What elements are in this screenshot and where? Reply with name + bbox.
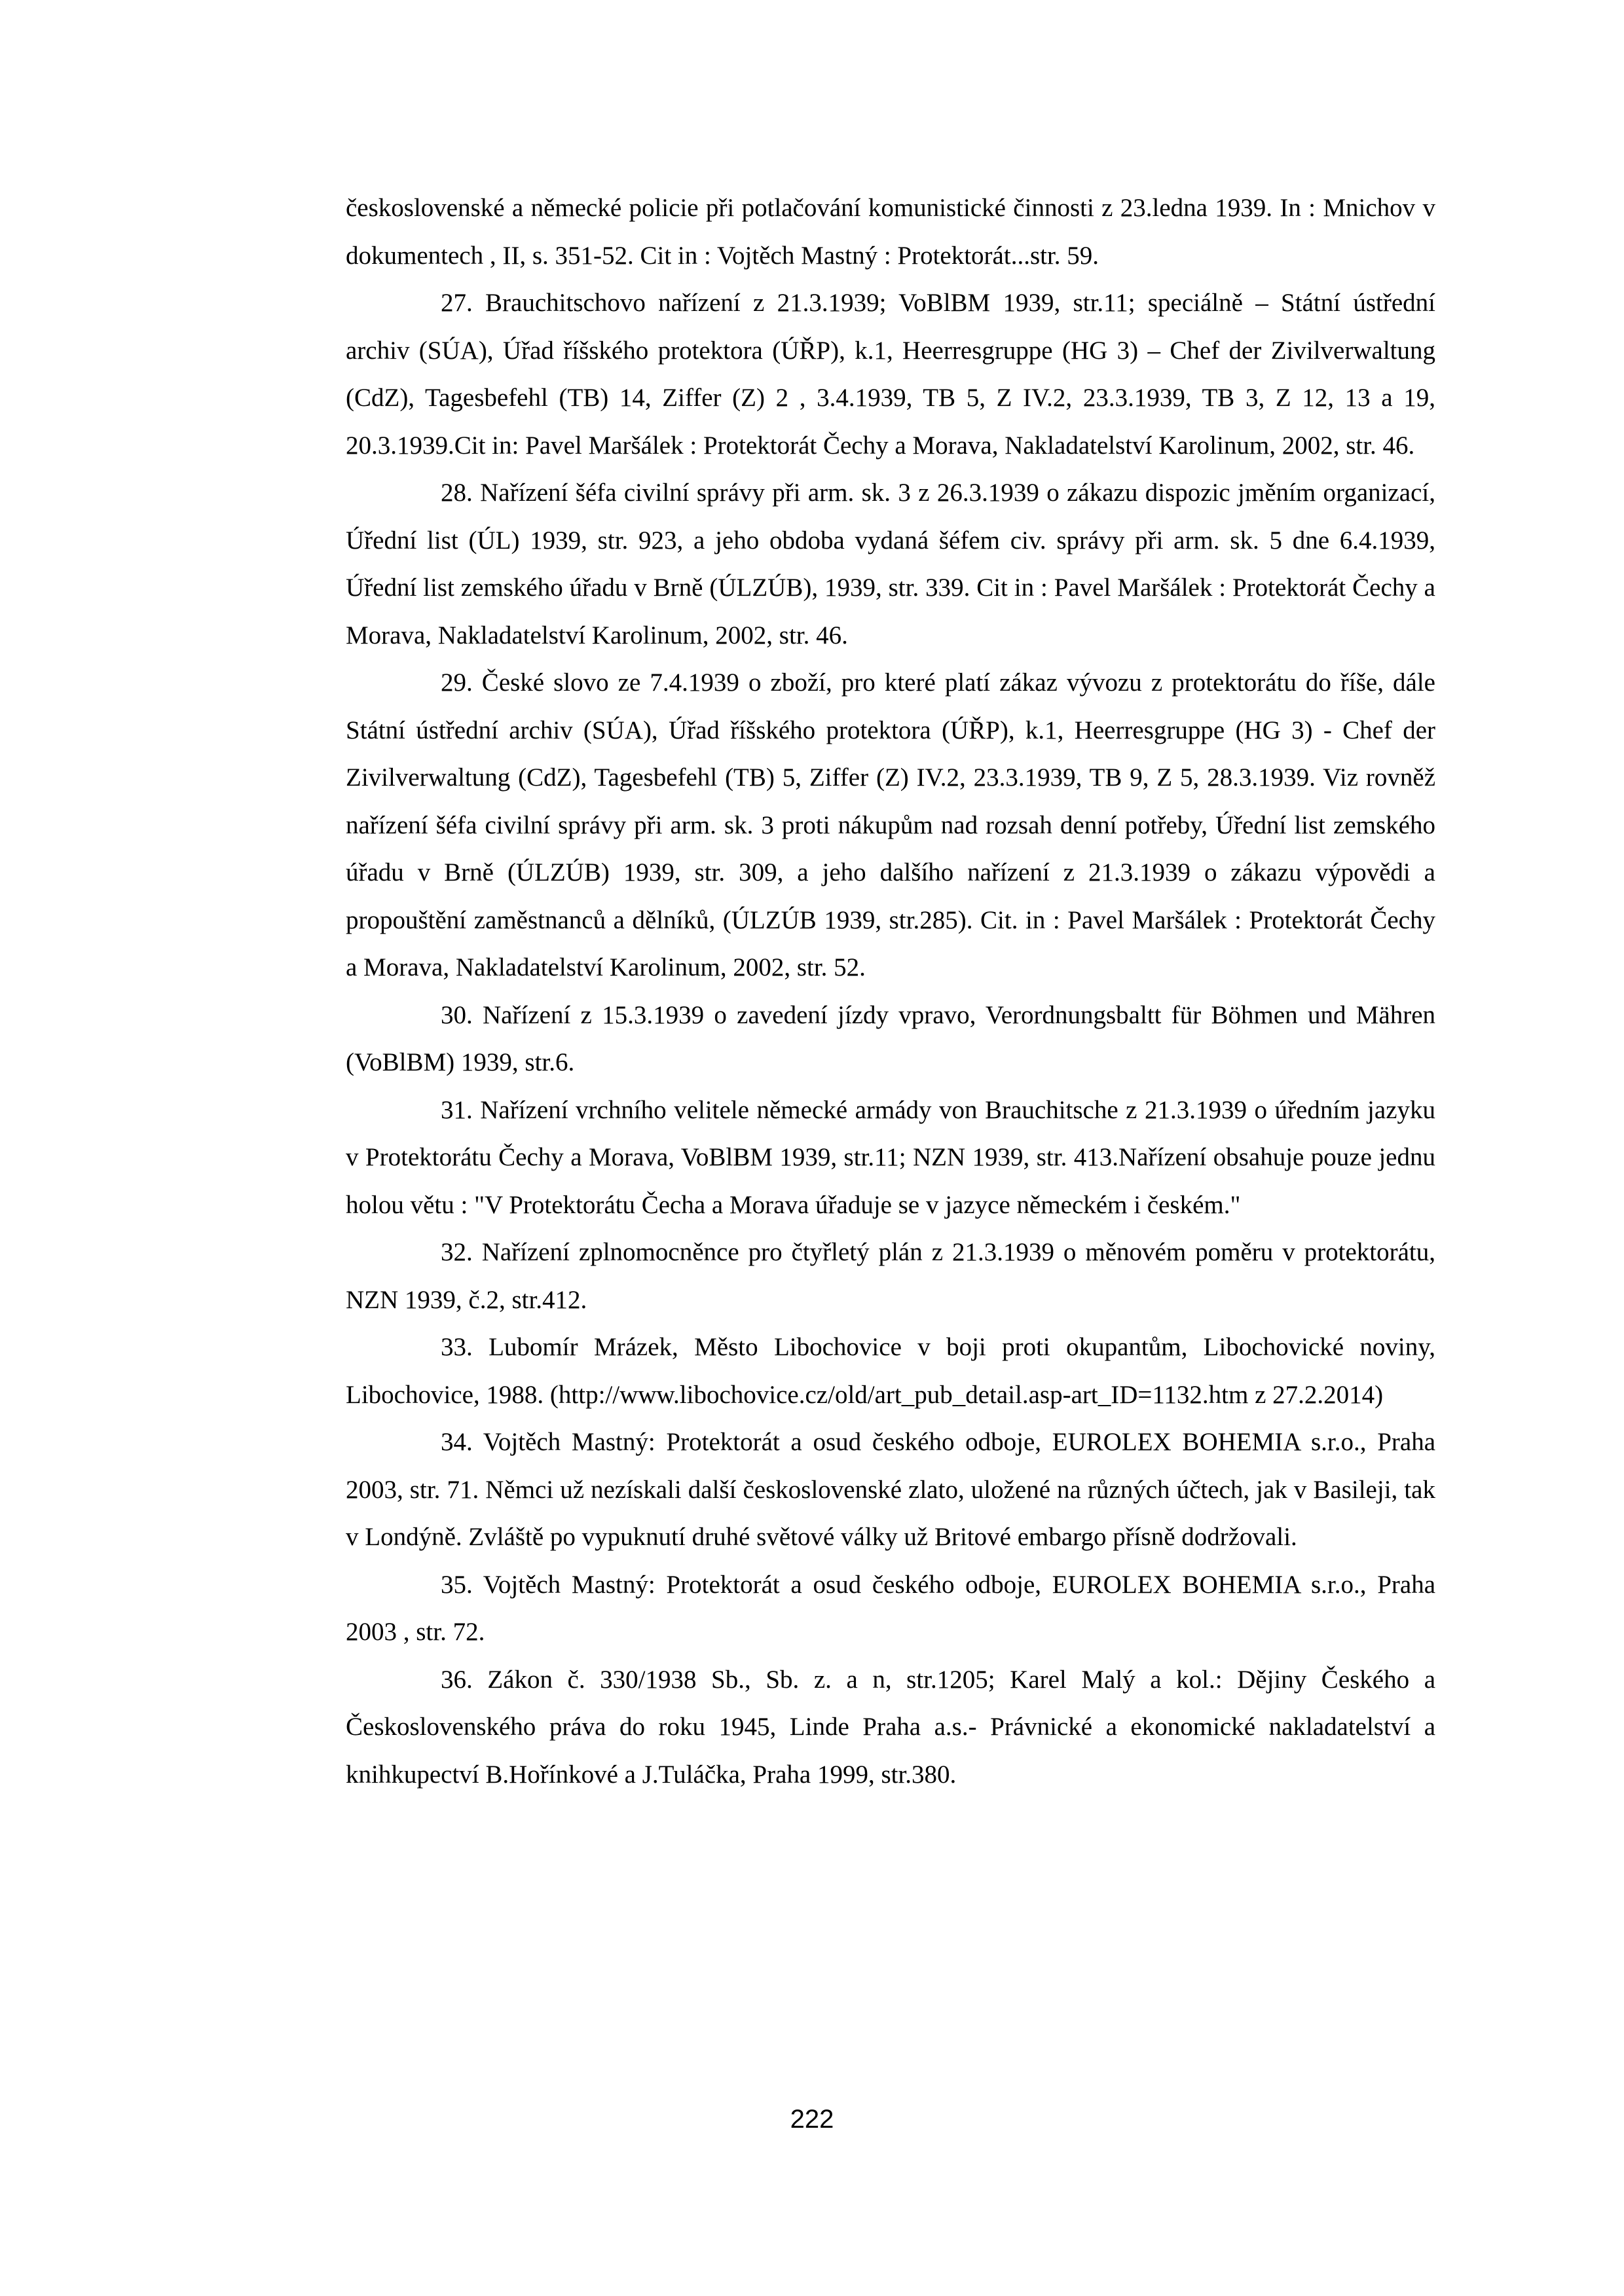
endnote-continuation: československé a německé policie při potlačování komunistické činnosti z 23.ledna 1939. In : Mnichov v dokumentech , II, s. 351-52. Cit in : Vojtěch Mastný : Protektorát...str. 59. <box>346 194 1435 270</box>
endnote-36: 36. Zákon č. 330/1938 Sb., Sb. z. a n, str.1205; Karel Malý a kol.: Dějiny Českého a Československého práva do roku 1945, Linde Praha a.s.- Právnické a ekonomické nakladatelství a knihkupectví B.Hořínkové a J.Tuláčka, Praha 1999, str.380. <box>346 1665 1435 1789</box>
endnotes-body <box>346 185 1435 1798</box>
endnote-34: 34. Vojtěch Mastný: Protektorát a osud českého odboje, EUROLEX BOHEMIA s.r.o., Praha 2003, str. 71. Němci už nezískali další československé zlato, uložené na různých účtech, jak v Basileji, tak v Londýně. Zvláště po vypuknutí druhé světové války už Britové embargo přísně dodržovali. <box>346 1428 1435 1551</box>
endnote-35: 35. Vojtěch Mastný: Protektorát a osud českého odboje, EUROLEX BOHEMIA s.r.o., Praha 2003 , str. 72. <box>346 1570 1435 1646</box>
page-number: 222 <box>790 2105 834 2134</box>
endnote-29: 29. České slovo ze 7.4.1939 o zboží, pro které platí zákaz vývozu z protektorátu do říše, dále Státní ústřední archiv (SÚA), Úřad říšského protektora (ÚŘP), k.1, Heerresgruppe (HG 3) - Chef der Zivilverwaltung (CdZ), Tagesbefehl (TB) 5, Ziffer (Z) IV.2, 23.3.1939, TB 9, Z 5, 28.3.1939. Viz rovněž nařízení šéfa civilní správy při arm. sk. 3 proti nákupům nad rozsah denní potřeby, Úřední list zemského úřadu v Brně (ÚLZÚB) 1939, str. 309, a jeho dalšího nařízení z 21.3.1939 o zákazu výpovědi a propouštění zaměstnanců a dělníků, (ÚLZÚB 1939, str.285). Cit. in : Pavel Maršálek : Protektorát Čechy a Morava, Nakladatelství Karolinum, 2002, str. 52. <box>346 668 1435 981</box>
endnote-30: 30. Nařízení z 15.3.1939 o zavedení jízdy vpravo, Verordnungsbaltt für Böhmen und Mähren (VoBlBM) 1939, str.6. <box>346 1000 1435 1076</box>
endnote-32: 32. Nařízení zplnomocněnce pro čtyřletý plán z 21.3.1939 o měnovém poměru v protektorátu, NZN 1939, č.2, str.412. <box>346 1238 1435 1314</box>
endnote-31: 31. Nařízení vrchního velitele německé armády von Brauchitsche z 21.3.1939 o úředním jazyku v Protektorátu Čechy a Morava, VoBlBM 1939, str.11; NZN 1939, str. 413.Nařízení obsahuje pouze jednu holou větu : "V Protektorátu Čecha a Morava úřaduje se v jazyce německém i českém." <box>346 1095 1435 1219</box>
endnote-28: 28. Nařízení šéfa civilní správy při arm. sk. 3 z 26.3.1939 o zákazu dispozic jměním organizací, Úřední list (ÚL) 1939, str. 923, a jeho obdoba vydaná šéfem civ. správy při arm. sk. 5 dne 6.4.1939, Úřední list zemského úřadu v Brně (ÚLZÚB), 1939, str. 339. Cit in : Pavel Maršálek : Protektorát Čechy a Morava, Nakladatelství Karolinum, 2002, str. 46. <box>346 479 1435 649</box>
endnote-27: 27. Brauchitschovo nařízení z 21.3.1939; VoBlBM 1939, str.11; speciálně – Státní ústřední archiv (SÚA), Úřad říšského protektora (ÚŘP), k.1, Heerresgruppe (HG 3) – Chef der Zivilverwaltung (CdZ), Tagesbefehl (TB) 14, Ziffer (Z) 2 , 3.4.1939, TB 5, Z IV.2, 23.3.1939, TB 3, Z 12, 13 a 19, 20.3.1939.Cit in: Pavel Maršálek : Protektorát Čechy a Morava, Nakladatelství Karolinum, 2002, str. 46. <box>346 289 1435 460</box>
endnote-33: 33. Lubomír Mrázek, Město Libochovice v boji proti okupantům, Libochovické noviny, Libochovice, 1988. (http://www.libochovice.cz/old/art_pub_detail.asp-art_ID=1132.htm z 27.2.2014) <box>346 1333 1435 1409</box>
